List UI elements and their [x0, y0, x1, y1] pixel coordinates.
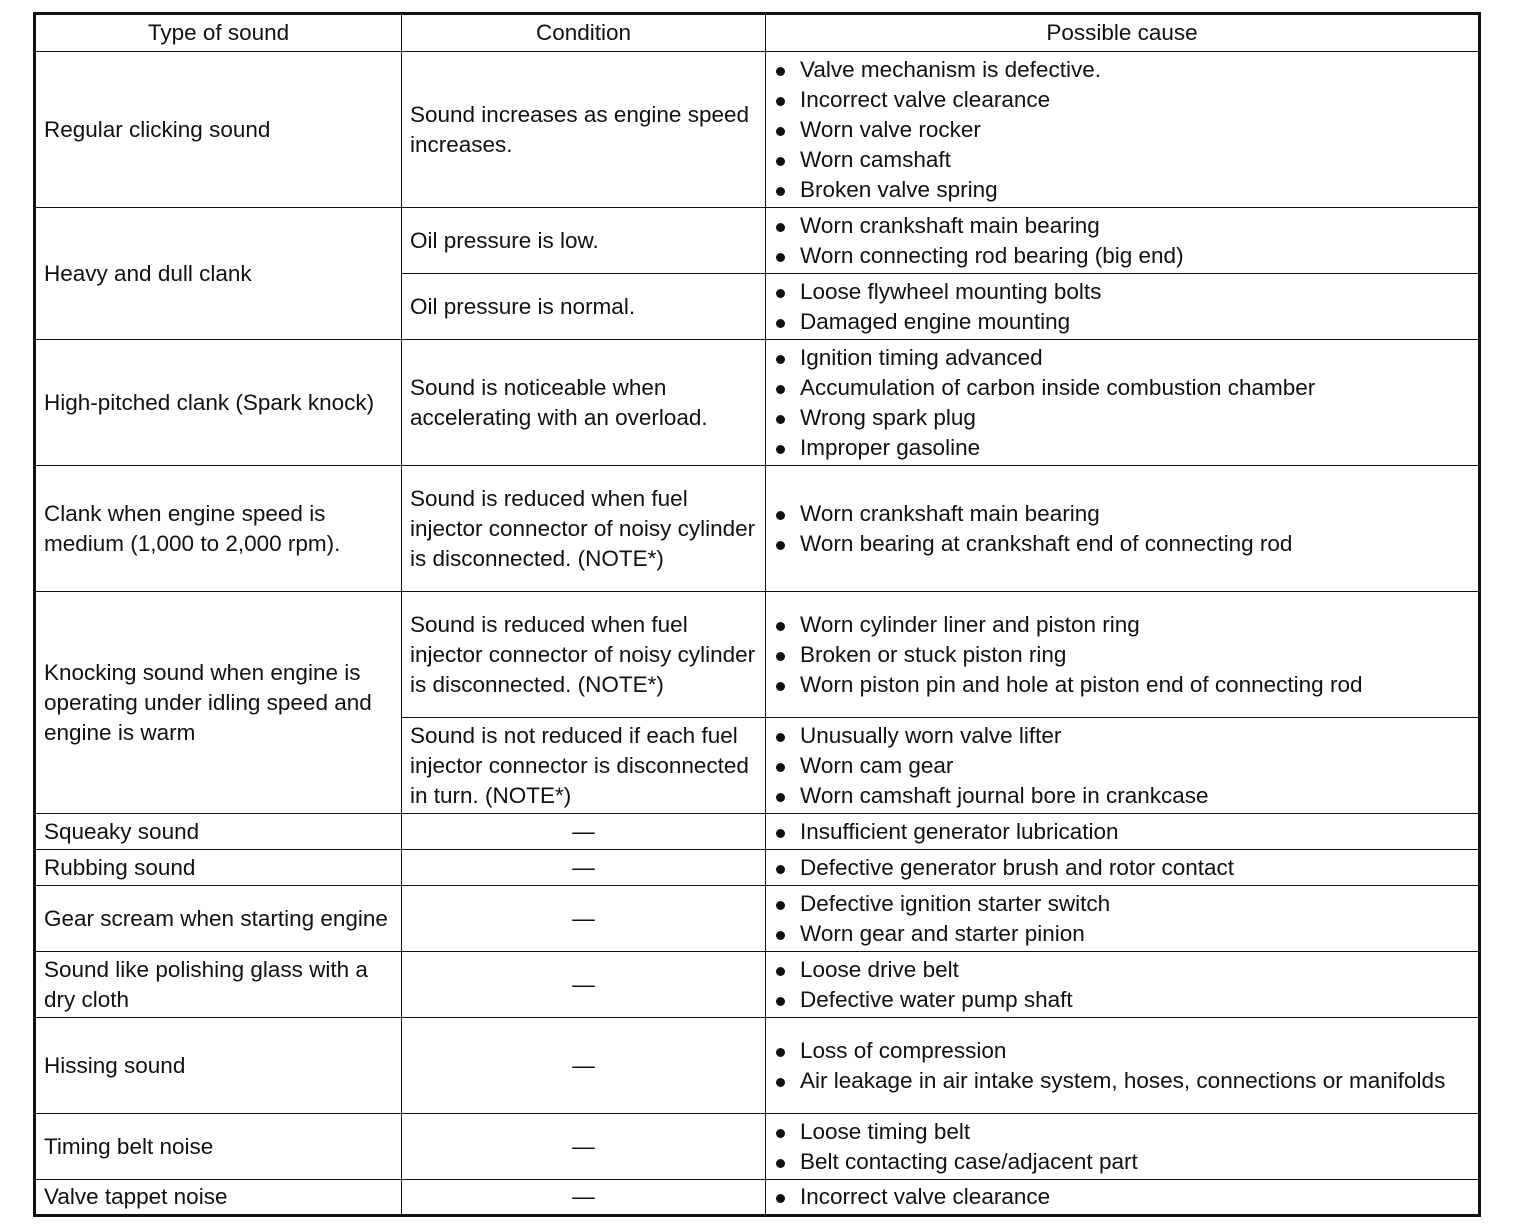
cause-item: Ignition timing advanced — [774, 343, 1470, 373]
cause-cell — [766, 340, 1480, 466]
type-cell: Knocking sound when engine is operating under idling speed and engine is warm — [35, 592, 402, 814]
bullet-icon — [776, 1078, 785, 1087]
header-condition: Condition — [402, 14, 766, 52]
cause-item: Loose drive belt — [774, 955, 1470, 985]
table-row — [35, 1180, 1480, 1216]
bullet-icon — [776, 997, 785, 1006]
cause-item: Incorrect valve clearance — [774, 1182, 1470, 1212]
table-row — [35, 208, 1480, 274]
cause-item: Defective water pump shaft — [774, 985, 1470, 1015]
bullet-icon — [776, 865, 785, 874]
bullet-icon — [776, 157, 785, 166]
cause-item: Incorrect valve clearance — [774, 85, 1470, 115]
cause-cell — [766, 886, 1480, 952]
cause-cell — [766, 208, 1480, 274]
cause-cell — [766, 466, 1480, 592]
condition-cell: Sound is reduced when fuel injector connector of noisy cylinder is disconnected. (NOTE*) — [402, 592, 766, 718]
cause-item: Worn gear and starter pinion — [774, 919, 1470, 949]
table-row — [35, 592, 1480, 718]
cause-cell — [766, 52, 1480, 208]
table-row — [35, 466, 1480, 592]
table-row — [35, 850, 1480, 886]
engine-noise-table-page — [33, 12, 1478, 1217]
header-row — [35, 14, 1480, 52]
cause-item: Broken or stuck piston ring — [774, 640, 1470, 670]
bullet-icon — [776, 901, 785, 910]
cause-item: Broken valve spring — [774, 175, 1470, 205]
table-row — [35, 1114, 1480, 1180]
cause-item: Belt contacting case/adjacent part — [774, 1147, 1470, 1177]
type-cell: Regular clicking sound — [35, 52, 402, 208]
bullet-icon — [776, 1194, 785, 1203]
condition-dash: — — [402, 814, 766, 850]
cause-cell — [766, 814, 1480, 850]
cause-item: Unusually worn valve lifter — [774, 721, 1470, 751]
type-cell: Rubbing sound — [35, 850, 402, 886]
bullet-icon — [776, 967, 785, 976]
cause-item: Accumulation of carbon inside combustion chamber — [774, 373, 1470, 403]
type-cell: Valve tappet noise — [35, 1180, 402, 1216]
type-cell: Hissing sound — [35, 1018, 402, 1114]
cause-cell — [766, 1018, 1480, 1114]
bullet-icon — [776, 67, 785, 76]
condition-dash: — — [402, 952, 766, 1018]
bullet-icon — [776, 1048, 785, 1057]
condition-cell: Sound is not reduced if each fuel injector connector is disconnected in turn. (NOTE*) — [402, 718, 766, 814]
bullet-icon — [776, 1129, 785, 1138]
cause-item: Worn crankshaft main bearing — [774, 211, 1470, 241]
cause-item: Worn bearing at crankshaft end of connecting rod — [774, 529, 1470, 559]
type-cell: Heavy and dull clank — [35, 208, 402, 340]
cause-item: Improper gasoline — [774, 433, 1470, 463]
cause-item: Damaged engine mounting — [774, 307, 1470, 337]
bullet-icon — [776, 97, 785, 106]
bullet-icon — [776, 445, 785, 454]
bullet-icon — [776, 793, 785, 802]
type-cell: Timing belt noise — [35, 1114, 402, 1180]
cause-item: Worn connecting rod bearing (big end) — [774, 241, 1470, 271]
bullet-icon — [776, 931, 785, 940]
bullet-icon — [776, 223, 785, 232]
type-cell: Gear scream when starting engine — [35, 886, 402, 952]
cause-cell — [766, 1114, 1480, 1180]
bullet-icon — [776, 829, 785, 838]
type-cell: Squeaky sound — [35, 814, 402, 850]
cause-item: Defective generator brush and rotor contact — [774, 853, 1470, 883]
bullet-icon — [776, 355, 785, 364]
cause-item: Defective ignition starter switch — [774, 889, 1470, 919]
cause-item: Worn valve rocker — [774, 115, 1470, 145]
bullet-icon — [776, 289, 785, 298]
cause-cell — [766, 1180, 1480, 1216]
cause-item: Loose flywheel mounting bolts — [774, 277, 1470, 307]
type-cell: Sound like polishing glass with a dry cloth — [35, 952, 402, 1018]
bullet-icon — [776, 511, 785, 520]
bullet-icon — [776, 319, 785, 328]
bullet-icon — [776, 682, 785, 691]
condition-cell: Sound increases as engine speed increases. — [402, 52, 766, 208]
condition-dash: — — [402, 1114, 766, 1180]
bullet-icon — [776, 187, 785, 196]
cause-cell — [766, 274, 1480, 340]
table-row — [35, 52, 1480, 208]
bullet-icon — [776, 385, 785, 394]
cause-item: Valve mechanism is defective. — [774, 55, 1470, 85]
bullet-icon — [776, 763, 785, 772]
header-type-of-sound: Type of sound — [35, 14, 402, 52]
cause-item: Worn cylinder liner and piston ring — [774, 610, 1470, 640]
engine-noise-table — [33, 12, 1481, 1217]
bullet-icon — [776, 253, 785, 262]
cause-item: Worn cam gear — [774, 751, 1470, 781]
bullet-icon — [776, 652, 785, 661]
cause-cell — [766, 850, 1480, 886]
condition-cell: Oil pressure is normal. — [402, 274, 766, 340]
bullet-icon — [776, 733, 785, 742]
condition-cell: Sound is noticeable when accelerating with an overload. — [402, 340, 766, 466]
cause-item: Worn crankshaft main bearing — [774, 499, 1470, 529]
cause-item: Wrong spark plug — [774, 403, 1470, 433]
cause-item: Worn camshaft journal bore in crankcase — [774, 781, 1470, 811]
condition-dash: — — [402, 1018, 766, 1114]
cause-item: Loss of compression — [774, 1036, 1470, 1066]
table-row — [35, 340, 1480, 466]
bullet-icon — [776, 622, 785, 631]
bullet-icon — [776, 127, 785, 136]
type-cell: High-pitched clank (Spark knock) — [35, 340, 402, 466]
bullet-icon — [776, 1159, 785, 1168]
type-cell: Clank when engine speed is medium (1,000 to 2,000 rpm). — [35, 466, 402, 592]
table-row — [35, 1018, 1480, 1114]
cause-item: Loose timing belt — [774, 1117, 1470, 1147]
bullet-icon — [776, 415, 785, 424]
cause-item: Worn camshaft — [774, 145, 1470, 175]
table-row — [35, 886, 1480, 952]
condition-dash: — — [402, 886, 766, 952]
header-possible-cause: Possible cause — [766, 14, 1480, 52]
table-row — [35, 814, 1480, 850]
condition-cell: Sound is reduced when fuel injector connector of noisy cylinder is disconnected. (NOTE*) — [402, 466, 766, 592]
cause-item: Insufficient generator lubrication — [774, 817, 1470, 847]
condition-cell: Oil pressure is low. — [402, 208, 766, 274]
cause-cell — [766, 592, 1480, 718]
bullet-icon — [776, 541, 785, 550]
cause-item: Air leakage in air intake system, hoses, connections or manifolds — [774, 1066, 1470, 1096]
table-row — [35, 952, 1480, 1018]
cause-cell — [766, 718, 1480, 814]
cause-item: Worn piston pin and hole at piston end of connecting rod — [774, 670, 1470, 700]
condition-dash: — — [402, 1180, 766, 1216]
condition-dash: — — [402, 850, 766, 886]
cause-cell — [766, 952, 1480, 1018]
